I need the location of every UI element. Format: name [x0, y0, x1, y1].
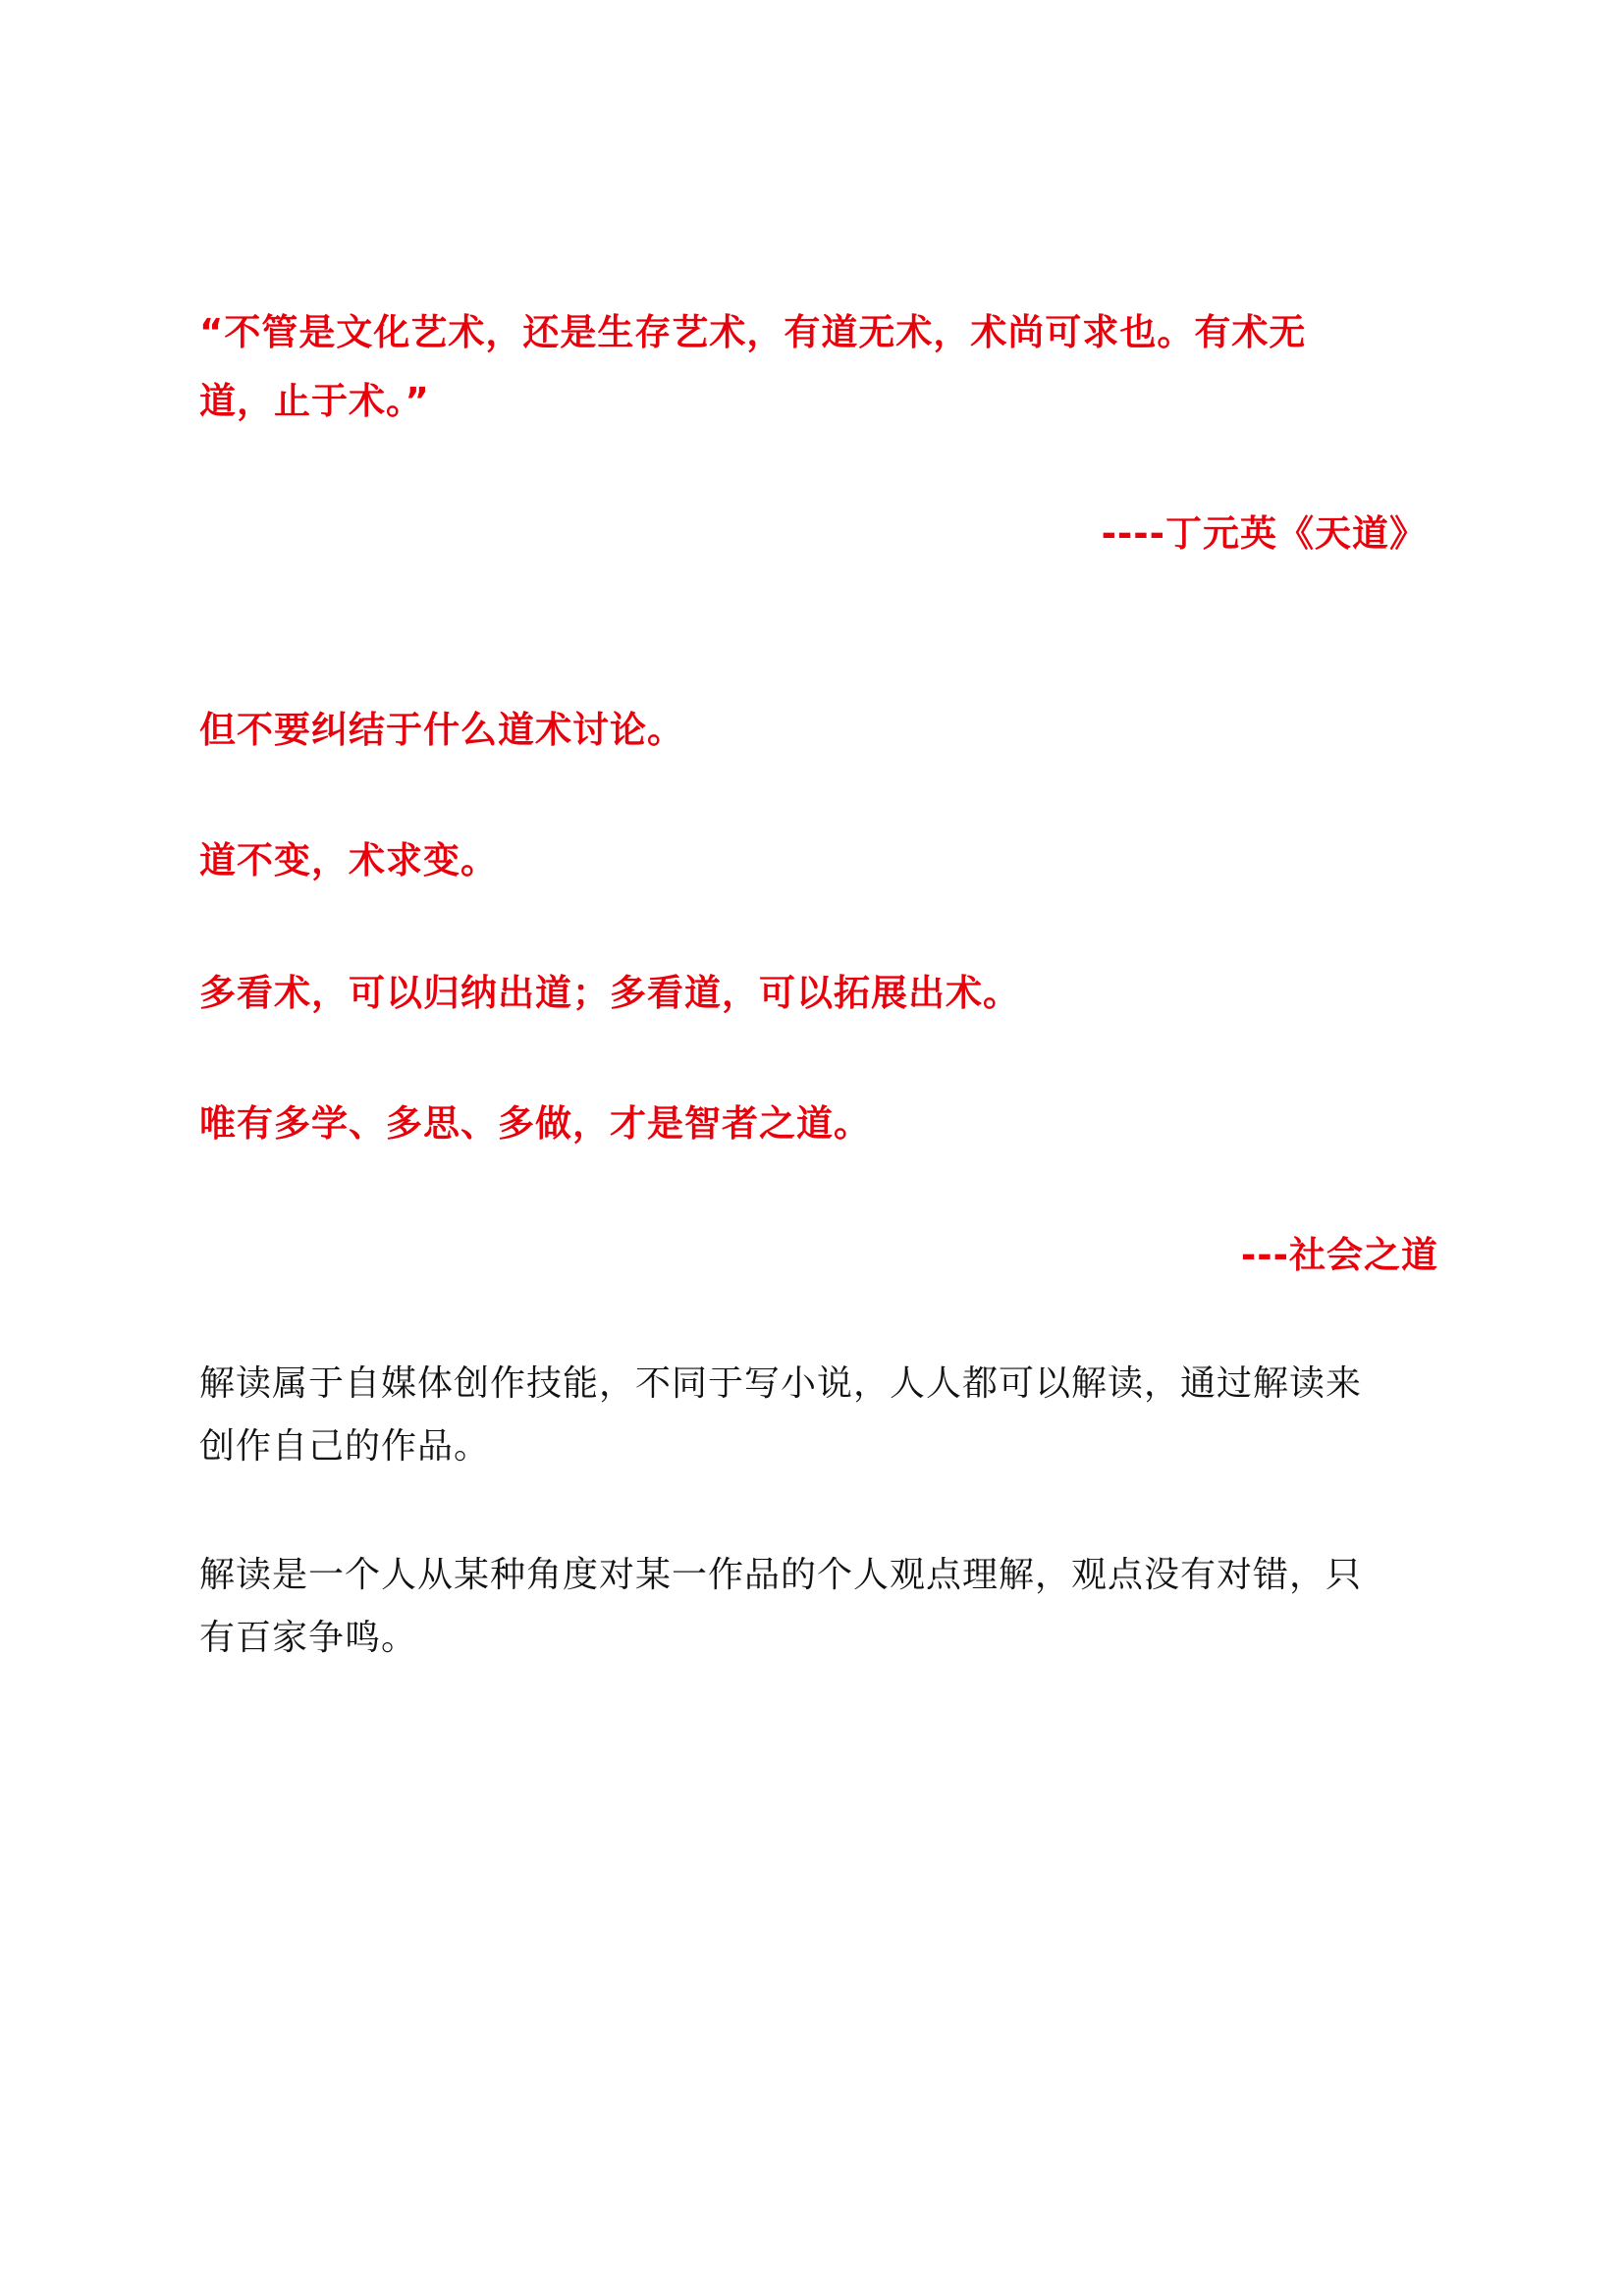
paragraph-1-line-2: 创作自己的作品。 — [199, 1426, 491, 1467]
point-item: 道不变，术求变。 — [199, 839, 498, 881]
paragraph-2-line-2: 有百家争鸣。 — [199, 1618, 418, 1658]
quote-line-2: 道，止于术。” — [199, 380, 430, 422]
paragraph-2-line-1: 解读是一个人从某种角度对某一作品的个人观点理解，观点没有对错，只 — [199, 1555, 1363, 1595]
point-item: 唯有多学、多思、多做，才是智者之道。 — [199, 1102, 871, 1145]
quote-line-1: “不管是文化艺术，还是生存艺术，有道无术，术尚可求也。有术无 — [199, 311, 1307, 353]
paragraph-1-line-1: 解读属于自媒体创作技能，不同于写小说，人人都可以解读，通过解读来 — [199, 1363, 1363, 1404]
point-item: 但不要纠结于什么道术讨论。 — [199, 709, 684, 751]
quote-attribution: ----丁元英《天道》 — [1101, 512, 1427, 555]
point-item: 多看术，可以归纳出道；多看道，可以拓展出术。 — [199, 972, 1020, 1014]
points-attribution: ---社会之道 — [1240, 1234, 1438, 1276]
